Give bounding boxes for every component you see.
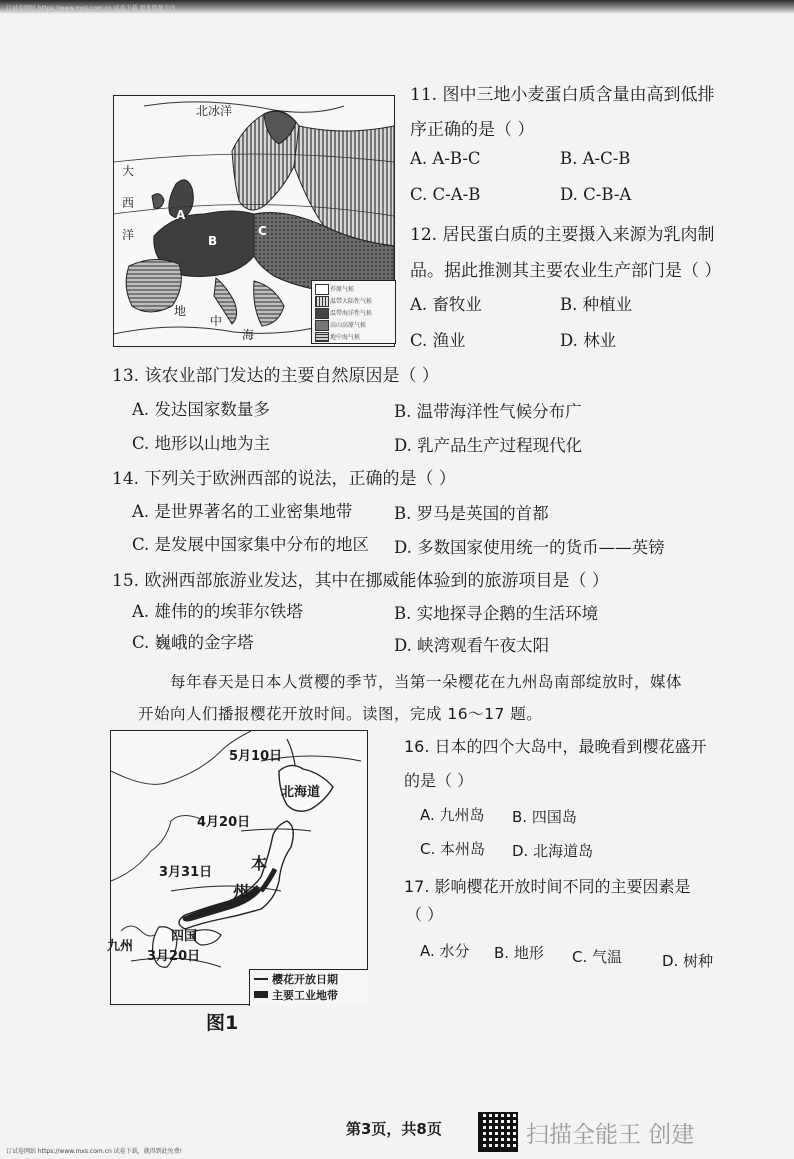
legend-date-line-swatch	[254, 978, 268, 980]
europe-legend	[311, 280, 396, 344]
q16-option-b[interactable]: B. 四国岛	[512, 808, 577, 826]
q13-option-a[interactable]: A. 发达国家数量多	[132, 400, 270, 419]
label-point-b: B	[208, 234, 218, 248]
figure-caption: 图1	[206, 1012, 239, 1034]
legend-continental: 温带大陆性气候	[330, 298, 373, 305]
legend-swatch-mediterranean	[315, 332, 329, 342]
japan-map	[107, 730, 368, 1005]
label-apr20: 4月20日	[197, 815, 251, 830]
label-atlantic-2: 西	[122, 196, 135, 210]
legend-date: 樱花开放日期	[272, 973, 338, 986]
label-atlantic-3: 洋	[122, 228, 135, 242]
q12-option-b[interactable]: B. 种植业	[560, 295, 633, 314]
label-hokkaido: 北海道	[281, 785, 321, 800]
q11-stem-1: 11. 图中三地小麦蛋白质含量由高到低排	[410, 85, 715, 105]
q17-option-b[interactable]: B. 地形	[494, 944, 544, 962]
q14-stem: 14. 下列关于欧洲西部的说法，正确的是（ ）	[112, 469, 456, 489]
label-point-c: C	[258, 224, 267, 238]
label-honshu-2: 州	[233, 882, 250, 901]
q15-option-d[interactable]: D. 峡湾观看午夜太阳	[394, 636, 550, 655]
q11-stem-2: 序正确的是（ ）	[410, 120, 535, 140]
q13-stem: 13. 该农业部门发达的主要自然原因是（ ）	[112, 366, 439, 386]
legend-swatch-tundra	[315, 284, 329, 295]
q15-option-a[interactable]: A. 雄伟的的埃菲尔铁塔	[132, 602, 303, 621]
q16-stem-1: 16. 日本的四个大岛中，最晚看到樱花盛开	[404, 737, 707, 756]
q16-stem-2: 的是（ ）	[404, 771, 474, 790]
intro-line-2: 开始向人们播报樱花开放时间。读图，完成 16～17 题。	[138, 705, 543, 723]
label-mar31: 3月31日	[159, 865, 213, 880]
label-atlantic-1: 大	[122, 164, 135, 178]
q14-option-b[interactable]: B. 罗马是英国的首都	[394, 504, 549, 523]
q15-option-c[interactable]: C. 巍峨的金字塔	[132, 633, 254, 652]
label-sea-1: 地	[174, 304, 187, 318]
legend-maritime: 温带海洋性气候	[330, 310, 373, 317]
q11-option-b[interactable]: B. A-C-B	[560, 149, 631, 168]
q12-stem-2: 品。据此推测其主要农业生产部门是（ ）	[410, 261, 722, 281]
q12-option-c[interactable]: C. 渔业	[410, 331, 466, 350]
label-shikoku: 四国	[171, 929, 198, 944]
legend-industry-swatch	[254, 991, 268, 998]
legend-tundra: 苔原气候	[330, 286, 355, 293]
legend-highland: 高山高原气候	[330, 322, 367, 329]
label-point-a: A	[176, 208, 186, 222]
legend-swatch-continental	[315, 296, 329, 307]
japan-legend	[249, 969, 368, 1006]
q11-option-a[interactable]: A. A-B-C	[410, 149, 481, 168]
q15-option-b[interactable]: B. 实地探寻企鹅的生活环境	[394, 604, 599, 623]
label-kyushu: 九州	[107, 939, 134, 954]
label-sea-3: 海	[242, 328, 255, 342]
header-small-text: 订试卷网站 https://www.mxs.com.cn 试卷下载 更多资源关注	[6, 5, 176, 12]
q16-option-d[interactable]: D. 北海道岛	[512, 842, 594, 860]
q11-option-c[interactable]: C. C-A-B	[410, 185, 481, 204]
page-number: 第3页，共8页	[346, 1120, 442, 1138]
shikoku	[194, 930, 221, 945]
label-sea-2: 中	[210, 314, 223, 328]
scanner-watermark: 扫描全能王 创建	[526, 1122, 695, 1148]
label-may10: 5月10日	[229, 749, 283, 764]
q16-option-a[interactable]: A. 九州岛	[420, 806, 485, 824]
q17-stem-2: （ ）	[406, 905, 444, 924]
footer-small-text: 订试卷网站 https://www.mxs.com.cn 试卷下载，就得到此免费!	[6, 1148, 183, 1155]
legend-industry: 主要工业地带	[272, 989, 338, 1002]
q17-option-d[interactable]: D. 树种	[662, 952, 714, 970]
q12-option-a[interactable]: A. 畜牧业	[410, 295, 482, 314]
q17-option-a[interactable]: A. 水分	[420, 942, 470, 960]
q16-option-c[interactable]: C. 本州岛	[420, 840, 486, 858]
legend-mediterranean: 地中海气候	[330, 334, 361, 341]
label-honshu-1: 本	[251, 854, 268, 873]
q14-option-a[interactable]: A. 是世界著名的工业密集地带	[132, 502, 353, 521]
q12-option-d[interactable]: D. 林业	[560, 331, 617, 350]
q17-option-c[interactable]: C. 气温	[572, 948, 623, 966]
q17-stem-1: 17. 影响樱花开放时间不同的主要因素是	[404, 877, 691, 896]
intro-line-1: 每年春天是日本人赏樱的季节，当第一朵樱花在九州岛南部绽放时，媒体	[170, 673, 683, 691]
q13-option-b[interactable]: B. 温带海洋性气候分布广	[394, 402, 582, 421]
qr-code-icon	[478, 1112, 518, 1152]
q13-option-d[interactable]: D. 乳产品生产过程现代化	[394, 436, 583, 455]
q12-stem-1: 12. 居民蛋白质的主要摄入来源为乳肉制	[410, 225, 715, 245]
q13-option-c[interactable]: C. 地形以山地为主	[132, 434, 271, 453]
q15-stem: 15. 欧洲西部旅游业发达，其中在挪威能体验到的旅游项目是（ ）	[112, 571, 609, 591]
q14-option-d[interactable]: D. 多数国家使用统一的货币——英镑	[394, 538, 665, 557]
q11-option-d[interactable]: D. C-B-A	[560, 185, 632, 204]
legend-swatch-maritime	[315, 308, 329, 319]
legend-swatch-highland	[315, 320, 329, 331]
label-mar20: 3月20日	[147, 949, 201, 964]
q14-option-c[interactable]: C. 是发展中国家集中分布的地区	[132, 535, 370, 554]
label-arctic-ocean: 北冰洋	[196, 104, 233, 118]
